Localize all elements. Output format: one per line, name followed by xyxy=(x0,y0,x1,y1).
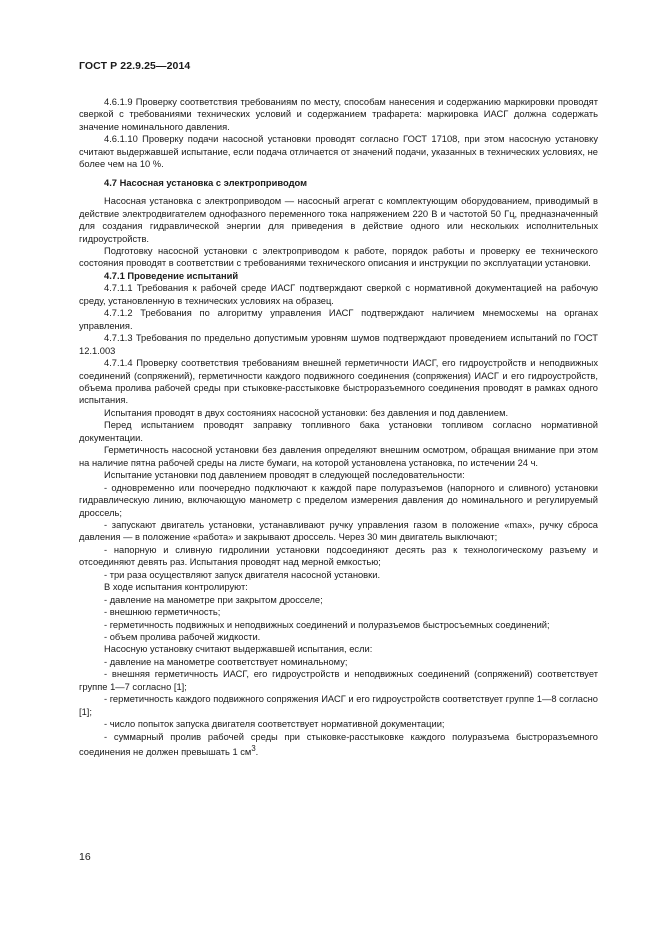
paragraph-two-states: Испытания проводят в двух состояниях насосной установки: без давления и под давлением. xyxy=(104,407,509,418)
document-body xyxy=(79,96,598,759)
list-item-pass: - герметичность каждого подвижного сопряжения ИАСГ и его гидроустройств соответствует группе 1—8 согласно [1]; xyxy=(79,694,598,717)
paragraph-no-pressure: Герметичность насосной установки без давления определяют внешним осмотром, обращая внимание при этом на наличие пятна рабочей среды на листе бумаги, на которой установлена установка, по истечении 24 ч. xyxy=(79,445,598,468)
list-item-pass: - давление на манометре соответствует номинальному; xyxy=(104,656,348,667)
list-item-text: - суммарный пролив рабочей среды при стыковке-расстыковке каждого полуразъема быстроразъемного соединения не должен превышать 1 см xyxy=(79,731,598,758)
list-item-control: - внешнюю герметичность; xyxy=(104,607,221,618)
list-item-sequence: - напорную и сливную гидролинии установки подсоединяют десять раз к технологическому разъему и отсоединяют девять раз. Испытания проводят над мерной емкостью; xyxy=(79,544,598,568)
list-item-control: - давление на манометре при закрытом дросселе; xyxy=(104,594,323,605)
list-item-pass: - число попыток запуска двигателя соответствует нормативной документации; xyxy=(104,719,445,730)
paragraph-4-7-1-2: 4.7.1.2 Требования по алгоритму управления ИАСГ подтверждают наличием мнемосхемы на органах управления. xyxy=(79,308,598,331)
paragraph-pass-intro: Насосную установку считают выдержавшей испытания, если: xyxy=(104,644,373,655)
list-item-pass-last xyxy=(79,731,598,759)
paragraph-4-7-1-3: 4.7.1.3 Требования по предельно допустимым уровням шумов подтверждают проведением испытаний по ГОСТ 12.1.003 xyxy=(79,333,598,356)
paragraph-4-6-1-10: 4.6.1.10 Проверку подачи насосной установки проводят согласно ГОСТ 17108, при этом насосную установку считают выдержавшей испытание, если подача отличается от значений подачи, указанных в технических условиях, не более чем на 10 %. xyxy=(79,134,598,170)
paragraph-control-intro: В ходе испытания контролируют: xyxy=(104,582,248,593)
paragraph-fuel-fill: Перед испытанием проводят заправку топливного бака установки топливом согласно нормативной документации. xyxy=(79,420,598,443)
list-item-sequence: - запускают двигатель установки, устанавливают ручку управления газом в положение «max», ручку сброса давления — в положение «работа» и закрывают дроссель. Через 30 мин двигатель выключают; xyxy=(79,519,598,543)
paragraph-sequence-intro: Испытание установки под давлением проводят в следующей последовательности: xyxy=(104,470,465,481)
superscript-cubic: 3 xyxy=(251,744,256,754)
paragraph-definition: Насосная установка с электроприводом — насосный агрегат с комплектующим оборудованием, приводимый в действие электродвигателем однофазного переменного тока напряжением 220 В и частотой 50 Гц, предназначенный для создания гидравлической энергии для приведения в действие одного или нескольких исполнительных гидроустройств. xyxy=(79,196,598,244)
list-item-control: - герметичность подвижных и неподвижных соединений и полуразъемов быстросъемных соединений; xyxy=(104,619,550,630)
list-item-sequence: - одновременно или поочередно подключают к каждой паре полуразъемов (напорного и сливного) установки гидравлическую линию, включающую манометр с пределом измерения давления до номинального и регулируемый дроссель; xyxy=(79,482,598,518)
section-heading-4-7-1: 4.7.1 Проведение испытаний xyxy=(104,270,239,281)
paragraph-4-6-1-9: 4.6.1.9 Проверку соответствия требованиям по месту, способам нанесения и содержанию маркировки проводят сверкой с требованиями технических условий и содержанием трафарета: маркировка ИАСГ должна содержать значение номинального давления. xyxy=(79,97,598,132)
paragraph-4-7-1-4: 4.7.1.4 Проверку соответствия требованиям внешней герметичности ИАСГ, его гидроустройств и неподвижных соединений (сопряжений), герметичности каждого подвижного соединения (сопряжения) ИАСГ и его гидроустройств, объема пролива рабочей среды при стыковке-расстыковке быстроразъемного соединения проводят в рамках одного испытания. xyxy=(79,358,598,406)
list-item-sequence: - три раза осуществляют запуск двигателя насосной установки. xyxy=(104,569,381,580)
paragraph-4-7-1-1: 4.7.1.1 Требования к рабочей среде ИАСГ подтверждают сверкой с нормативной документацией на рабочую среду, установленную в технических условиях на образец. xyxy=(79,283,598,306)
paragraph-preparation: Подготовку насосной установки с электроприводом к работе, порядок работы и проверку ее технического состояния проводят в соответствии с требованиями технического описания и инструкции по эксплуатации установки. xyxy=(79,245,598,269)
document-header: ГОСТ Р 22.9.25—2014 xyxy=(79,60,191,72)
page-number: 16 xyxy=(79,851,91,863)
list-item-pass: - внешняя герметичность ИАСГ, его гидроустройств и неподвижных соединений (сопряжений) соответствует группе 1—7 согласно [1]; xyxy=(79,669,598,692)
section-heading-4-7: 4.7 Насосная установка с электроприводом xyxy=(104,177,308,188)
list-item-control: - объем пролива рабочей жидкости. xyxy=(104,632,261,643)
list-item-end: . xyxy=(255,747,259,758)
